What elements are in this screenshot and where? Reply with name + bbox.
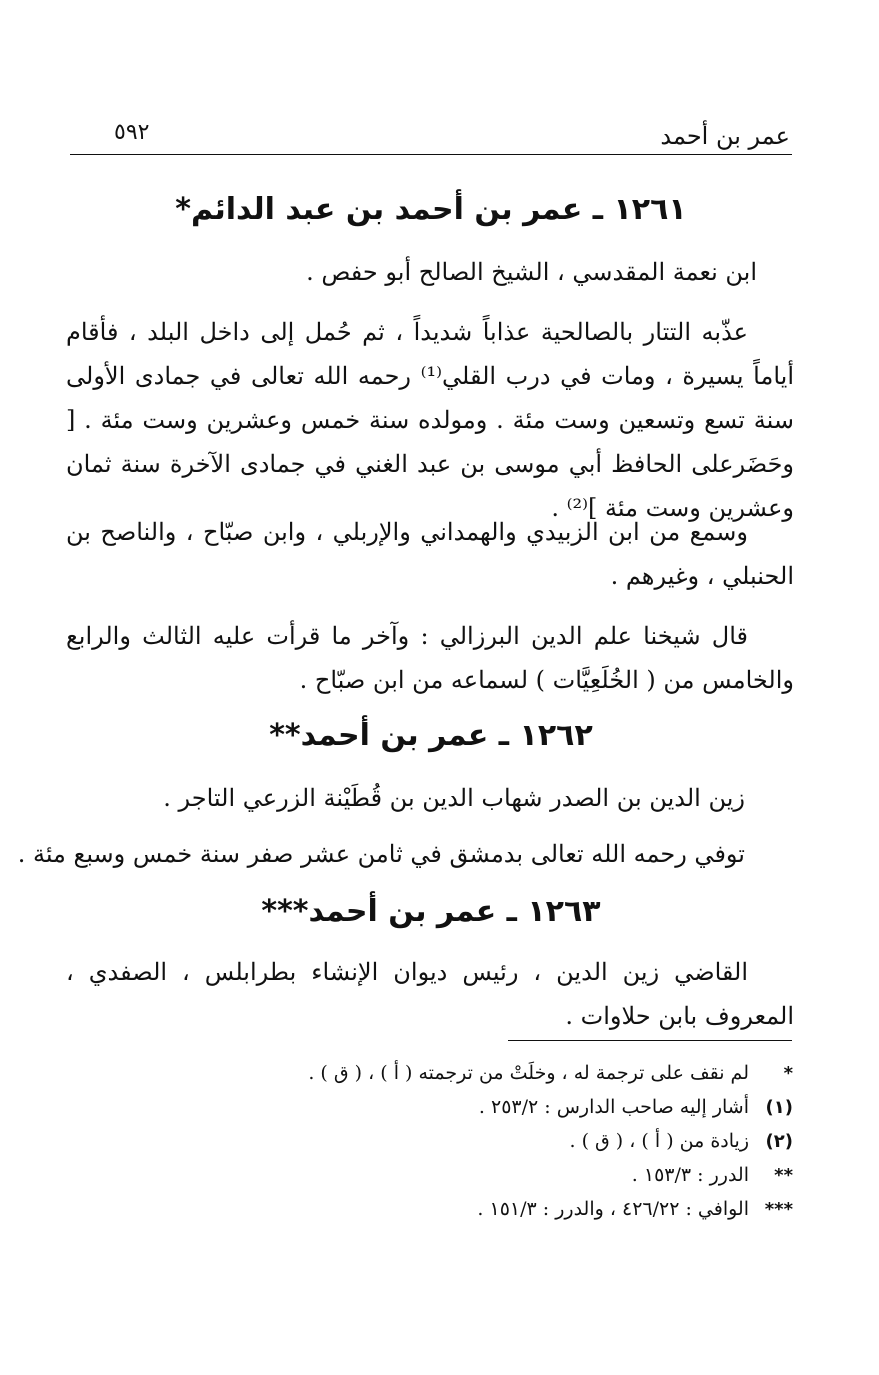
footnote-double-star [632,1164,793,1186]
entry-1261-teachers: وسمع من ابن الزبيدي والهمداني والإربلي ، وابن صبّاح ، والناصح بن الحنبلي ، وغيرهم . [66,518,794,590]
entry-1261-quote: قال شيخنا علم الدين البرزالي : وآخر ما قرأت عليه الثالث والرابع والخامس من ( الخُلَعِيَّات ) لسماعه من ابن صبّاح . [66,622,794,694]
entry-1262-death: توفي رحمه الله تعالى بدمشق في ثامن عشر صفر سنة خمس وسبع مئة . [17,840,745,868]
footnote-text: الدرر : ١٥٣/٣ . [631,1164,749,1186]
footnote-text: أشار إليه صاحب الدارس : ٢٥٣/٢ . [478,1096,749,1118]
footnote-triple-star [477,1198,793,1220]
footnote-2 [569,1130,793,1152]
entry-1261-biography: عذّبه التتار بالصالحية عذاباً شديداً ، ثم حُمل إلى داخل البلد ، فأقام أياماً يسيرة ، ومات في درب القلي⁽¹⁾ رحمه الله تعالى في جمادى الأولى سنة تسع وتسعين وست مئة . ومولده سنة خمس وعشرين وست مئة . [ وحَضَرعلى الحافظ أبي موسى بن عبد الغني في جمادى الآخرة سنة ثمان وعشرين وست مئة ]⁽²⁾ . [66,318,794,522]
footnote-text: الوافي : ٤٢٦/٢٢ ، والدرر : ١٥١/٣ . [477,1198,749,1220]
footnote-marker: ** [774,1165,793,1186]
footnote-marker: (١) [765,1097,793,1118]
running-head [70,118,792,155]
page-number: ٥٩٢ [114,120,150,145]
entry-1263-description: القاضي زين الدين ، رئيس ديوان الإنشاء بطرابلس ، الصفدي ، المعروف بابن حلاوات . [66,958,794,1030]
footnote-marker: * [783,1063,793,1084]
footnote-1 [479,1096,793,1118]
entry-heading-1263: ١٢٦٣ ـ عمر بن أحمد*** [261,894,601,929]
running-title: عمر بن أحمد [660,122,790,150]
entry-1261-lineage: ابن نعمة المقدسي ، الشيخ الصالح أبو حفص . [306,258,757,286]
entry-heading-1261: ١٢٦١ ـ عمر بن أحمد بن عبد الدائم* [175,192,687,227]
footnote-marker: *** [764,1199,793,1220]
footnote-marker: (٢) [765,1131,793,1152]
footnote-star [308,1062,793,1084]
entry-heading-1262: ١٢٦٢ ـ عمر بن أحمد** [269,718,593,753]
footnote-separator [508,1040,792,1041]
footnote-text: لم نقف على ترجمة له ، وخلَتْ من ترجمته ( أ ) ، ( ق ) . [308,1062,749,1084]
footnote-text: زيادة من ( أ ) ، ( ق ) . [569,1130,749,1152]
entry-1262-lineage: زين الدين بن الصدر شهاب الدين بن قُطَيْنة الزرعي التاجر . [163,784,745,812]
